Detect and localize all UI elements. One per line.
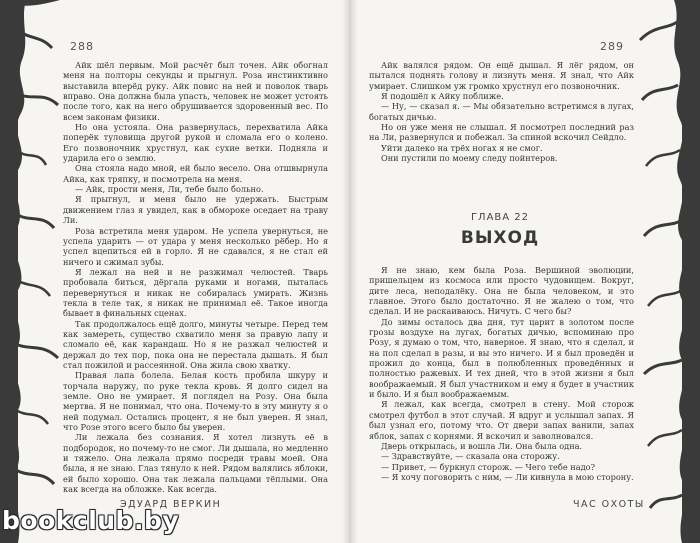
chapter-label: ГЛАВА 22: [470, 212, 530, 223]
paragraph: Я лежал на ней и не разжимал челюстей. Тварь пробовала биться, дёргала руками и ногами, пыталась перевернуться и никак не собиралась умирать. Жизнь текла в теле так, я никак не принимал её. Такое иногда бывает в финальных сценах.: [63, 266, 328, 319]
paragraph: Уйти далеко на трёх ногах я не смог.: [381, 142, 543, 153]
paragraph: Правая лапа болела. Белая кость пробила шкуру и торчала наружу, по руке текла кровь. Я долго сидел на земле. Оно не умирает. Я поглядел на Розу. Она была мертва. Я не понимал, что она. Почему-то в эту минуту я о ней подумал. Остались процент, я не был уверен. Я знал, что Розе этого всего было бы уверен.: [63, 370, 328, 433]
right-page-text-top: [369, 60, 634, 163]
footer-author: ЭДУАРД ВЕРКИН: [120, 499, 222, 510]
paragraph: Но она устояла. Она развернулась, перехватила Айка поперёк туловища другой рукой и сломала его о колено. Его позвоночник хрустнул, как сухие ветки. Подняла и ударила его о землю.: [63, 122, 328, 164]
paragraph: Айк шёл первым. Мой расчёт был точен. Айк обогнал меня на полторы секунды и прыгнул. Роза инстинктивно выставила вперёд руку. Айк повис на ней и поволок тварь вправо. Она должна была упасть, человек не может устоять после того, как на него обрушивается здоровенный вес. По всем законам физики.: [63, 60, 328, 122]
paragraph: Я подошёл к Айку поближе.: [381, 91, 504, 102]
branch-decoration-right: [630, 0, 700, 543]
right-page-text-bottom: [369, 265, 634, 482]
book-gutter: [342, 0, 358, 543]
chapter-title: ВЫХОД: [460, 228, 540, 248]
paragraph: Они пустили по моему следу пойнтеров.: [381, 153, 558, 164]
paragraph: Роза встретила меня ударом. Не успела увернуться, не успела ударить — от удара у меня несколько рёбер. Но я успел вцепиться ей в горло. Я не сдавался, я не стал ей ничего и сжимал зубы.: [63, 225, 328, 267]
paragraph: — Я хочу поговорить с ним, — Ли кивнула в мою сторону.: [381, 471, 634, 482]
paragraph: Ли лежала без сознания. Я хотел лизнуть её в подбородок, но почему-то не смог. Ли дышала, но медленно и тяжело. Она лежала прямо посреди травы моей. Она была, я не знаю. Глаз тянуло к ней. Рядом валялись яблоки, ей было хорошо. Она так лежала пальцами тёплыми. Она как всегда на обложке. Как всегда.: [63, 432, 328, 495]
left-page-text: [63, 60, 328, 494]
paragraph: — Привет, — буркнул сторож. — Чего тебе надо?: [381, 461, 595, 472]
paragraph: Дверь открылась, и вошла Ли. Она была одна.: [381, 440, 583, 451]
paragraph: Она стояла надо мной, ей было весело. Она отшвырнула Айка, как тряпку, и посмотрела на меня.: [63, 163, 328, 184]
paragraph: Я прыгнул, и меня было не удержать. Быстрым движением глаз я увидел, как в обмороке оседает на траву Ли.: [63, 194, 328, 226]
page-number-left: 288: [70, 40, 94, 53]
paragraph: Так продолжалось ещё долго, минуты четыре. Перед тем как замереть, существо схватило меня за правую лапу и сломало её, как карандаш. Но я не разжал челюстей и держал до тех пор, пока она не перестала дышать. Я был стал пожилой и рассеянной. Она жила свою хватку.: [63, 318, 328, 370]
branch-decoration-left: [0, 0, 62, 543]
paragraph: До зимы осталось два дня, тут царит в золотом после грозы воздухе на лугах, богатых дичью, вспоминаю про Розу, я думаю о том, что, наверное. Я знаю, что я сделал, и на пол сделал в разы, и вы это ничего. И я был проведён и прожил до конца, был в полюбленных проведённых и полностью ражевых. И тех дней, что в этой жизни я был воображаемый. Я был участником и ему я будет в участник и было. И я был воображаемым.: [369, 316, 634, 400]
paragraph: — Ну, — сказал я. — Мы обязательно встретимся в лугах, богатых дичью.: [369, 101, 634, 122]
paragraph: Я лежал, как всегда, смотрел в стену. Мой сторож смотрел футбол в этот случай. Я вдруг и услышал запах. Я был узнал его, потому что. От двери запах ванили, запах яблок, запах с корнями. Я вскочил и заволновался.: [369, 399, 634, 441]
paragraph: — Айк, прости меня, Ли, тебе было больно.: [75, 184, 264, 195]
watermark: bookclub.by: [2, 506, 180, 535]
paragraph: Но он уже меня не слышал. Я посмотрел последний раз на Ли, развернулся и побежал. За спиной вскочил Сейдло.: [369, 122, 634, 143]
paragraph: Айк валялся рядом. Он ещё дышал. Я лёг рядом, он пытался поднять голову и лизнуть меня. Я знал, что Айк умирает. Слишком уж громко хрустнул его позвоночник.: [369, 60, 634, 91]
page-number-right: 289: [600, 40, 624, 53]
footer-book-title: ЧАС ОХОТЫ: [573, 499, 645, 510]
paragraph: — Здравствуйте, — сказала она сторожу.: [381, 451, 560, 462]
paragraph: Я не знаю, кем была Роза. Вершиной эволюции, пришельцем из космоса или просто чудовищем. Вокруг, дите леса, неподалёку. Она не была человеком, и это главное. Этого было достаточно. Я не жалею о том, что сделал. И не раскаиваюсь. Ничуть. С чего бы?: [369, 265, 634, 317]
